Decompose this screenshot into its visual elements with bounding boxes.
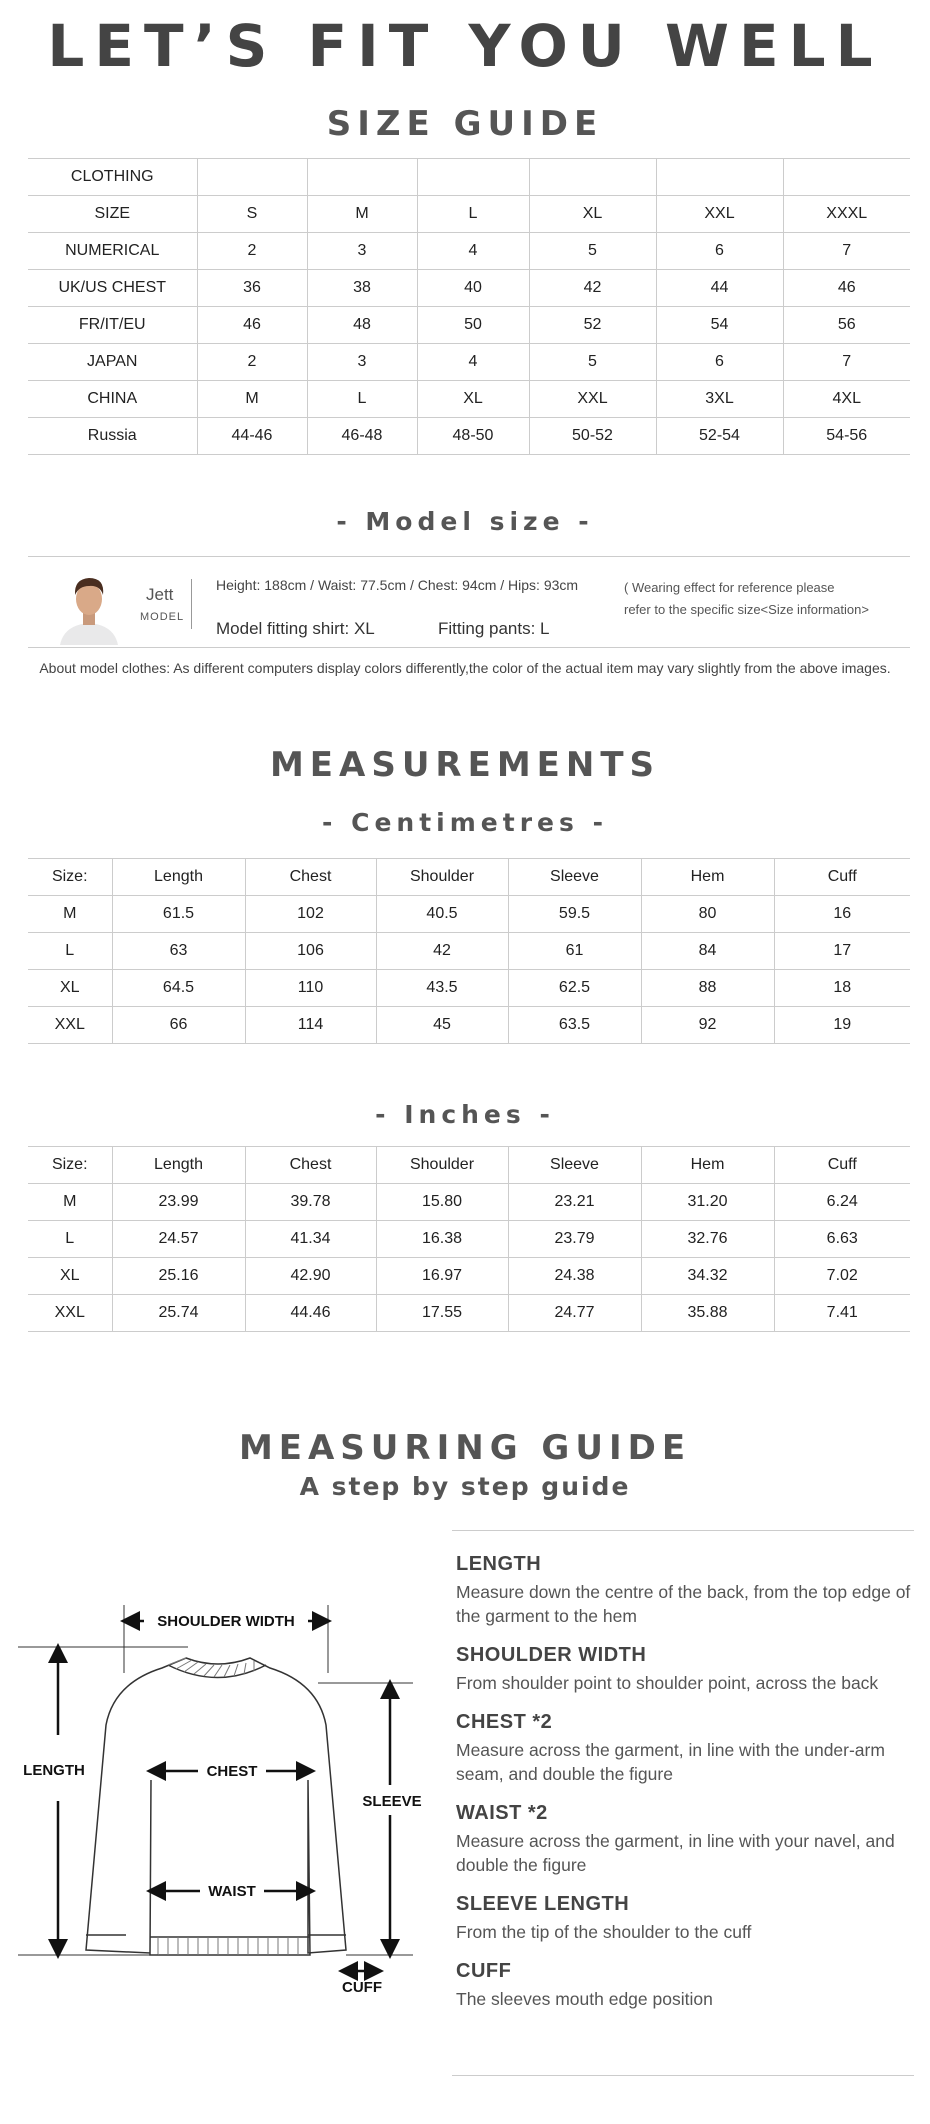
model-note-line-1: ( Wearing effect for reference please — [624, 580, 835, 595]
table-cell: 66 — [112, 1007, 245, 1044]
column-header: Length — [112, 1147, 245, 1184]
table-cell: 46-48 — [307, 418, 417, 455]
guide-heading: SHOULDER WIDTH — [456, 1644, 647, 1666]
table-cell: 5 — [529, 233, 656, 270]
centimetres-title: - Centimetres - — [322, 808, 608, 837]
guide-description: The sleeves mouth edge position — [456, 1989, 713, 2009]
table-row — [28, 1221, 910, 1258]
table-cell: 63.5 — [508, 1007, 641, 1044]
table-row — [28, 159, 910, 196]
guide-item-waist — [456, 1802, 914, 1877]
table-cell: 46 — [783, 270, 910, 307]
table-cell: L — [417, 196, 529, 233]
table-cell: 88 — [641, 970, 774, 1007]
table-cell: XL — [529, 196, 656, 233]
model-fitting-pants: Fitting pants: L — [438, 619, 550, 638]
table-cell: 2 — [197, 344, 307, 381]
table-cell: 3 — [307, 233, 417, 270]
column-header: Size: — [28, 859, 112, 896]
size-cell: XL — [28, 1258, 112, 1295]
table-cell — [417, 159, 529, 196]
table-row — [28, 270, 910, 307]
table-cell: 4 — [417, 233, 529, 270]
table-cell: XXXL — [783, 196, 910, 233]
table-cell: M — [197, 381, 307, 418]
table-row — [28, 970, 910, 1007]
column-header: Cuff — [774, 1147, 910, 1184]
table-cell: 5 — [529, 344, 656, 381]
table-cell: 114 — [245, 1007, 376, 1044]
table-cell: 56 — [783, 307, 910, 344]
guide-heading: WAIST *2 — [456, 1802, 548, 1824]
table-cell: 61 — [508, 933, 641, 970]
column-header: Hem — [641, 1147, 774, 1184]
inches-title: - Inches - — [375, 1100, 555, 1129]
guide-item-chest — [456, 1711, 914, 1786]
table-cell: 19 — [774, 1007, 910, 1044]
table-cell: 23.21 — [508, 1184, 641, 1221]
table-cell: 17 — [774, 933, 910, 970]
table-cell: 61.5 — [112, 896, 245, 933]
table-cell: 4XL — [783, 381, 910, 418]
table-cell: 6.63 — [774, 1221, 910, 1258]
table-cell — [307, 159, 417, 196]
table-cell: S — [197, 196, 307, 233]
table-cell: 52 — [529, 307, 656, 344]
table-row — [28, 344, 910, 381]
guide-heading: SLEEVE LENGTH — [456, 1893, 630, 1915]
table-header-row — [28, 1147, 910, 1184]
size-guide-table — [28, 158, 910, 455]
table-cell: 23.99 — [112, 1184, 245, 1221]
sweater-outline — [86, 1658, 346, 1955]
table-cell: 17.55 — [376, 1295, 508, 1332]
column-header: Chest — [245, 1147, 376, 1184]
model-note — [624, 577, 914, 621]
measuring-guide-subtitle: A step by step guide — [299, 1472, 631, 1501]
row-label-cell: CLOTHING — [28, 159, 197, 196]
table-row — [28, 307, 910, 344]
table-cell: 7.02 — [774, 1258, 910, 1295]
column-header: Cuff — [774, 859, 910, 896]
model-note-line-2: refer to the specific size<Size information> — [624, 602, 869, 617]
model-avatar — [50, 567, 128, 645]
table-cell: XXL — [529, 381, 656, 418]
table-cell: 16.97 — [376, 1258, 508, 1295]
model-label: MODEL — [140, 611, 185, 623]
table-cell: 52-54 — [656, 418, 783, 455]
guide-item-sleeve-length — [456, 1893, 914, 1944]
table-cell: 64.5 — [112, 970, 245, 1007]
measuring-guide-list — [452, 1530, 914, 2076]
table-cell: 45 — [376, 1007, 508, 1044]
table-cell: 102 — [245, 896, 376, 933]
chest-label: CHEST — [206, 1763, 258, 1780]
measuring-guide-title: MEASURING GUIDE — [238, 1428, 692, 1468]
page-headline: LET’S FIT YOU WELL — [47, 12, 883, 80]
waist-label: WAIST — [208, 1883, 256, 1900]
model-stats: Height: 188cm / Waist: 77.5cm / Chest: 94cm / Hips: 93cm — [216, 577, 579, 593]
table-row — [28, 1007, 910, 1044]
table-cell: XXL — [656, 196, 783, 233]
guide-description: From shoulder point to shoulder point, across the back — [456, 1673, 879, 1693]
size-guide-title: SIZE GUIDE — [326, 104, 604, 144]
row-label-cell: CHINA — [28, 381, 197, 418]
sleeve-label: SLEEVE — [362, 1793, 422, 1810]
table-cell: 42 — [529, 270, 656, 307]
table-cell: 16.38 — [376, 1221, 508, 1258]
table-cell: 44.46 — [245, 1295, 376, 1332]
table-cell: 7 — [783, 344, 910, 381]
table-cell: 35.88 — [641, 1295, 774, 1332]
table-cell: 4 — [417, 344, 529, 381]
table-cell: 23.79 — [508, 1221, 641, 1258]
table-cell: 54-56 — [783, 418, 910, 455]
table-cell: 24.38 — [508, 1258, 641, 1295]
guide-description: Measure down the centre of the back, from the top edge of the garment to the hem — [456, 1582, 911, 1626]
table-cell: 3 — [307, 344, 417, 381]
table-cell — [197, 159, 307, 196]
row-label-cell: UK/US CHEST — [28, 270, 197, 307]
size-cell: XXL — [28, 1295, 112, 1332]
table-cell: 44 — [656, 270, 783, 307]
model-size-title: - Model size - — [336, 507, 594, 536]
table-cell: XL — [417, 381, 529, 418]
table-row — [28, 1295, 910, 1332]
table-row — [28, 896, 910, 933]
inches-table — [28, 1146, 910, 1332]
column-header: Sleeve — [508, 859, 641, 896]
row-label-cell: JAPAN — [28, 344, 197, 381]
column-header: Length — [112, 859, 245, 896]
shoulder-width-label: SHOULDER WIDTH — [157, 1613, 295, 1630]
measurements-title: MEASUREMENTS — [269, 745, 661, 785]
sweater-diagram — [8, 1585, 448, 2025]
table-cell: 62.5 — [508, 970, 641, 1007]
column-header: Sleeve — [508, 1147, 641, 1184]
table-cell: 59.5 — [508, 896, 641, 933]
table-cell: 6.24 — [774, 1184, 910, 1221]
table-cell: 110 — [245, 970, 376, 1007]
guide-heading: LENGTH — [456, 1553, 542, 1575]
table-cell: 84 — [641, 933, 774, 970]
table-cell: 92 — [641, 1007, 774, 1044]
table-cell: 39.78 — [245, 1184, 376, 1221]
table-cell: 50-52 — [529, 418, 656, 455]
table-cell: 24.77 — [508, 1295, 641, 1332]
size-cell: M — [28, 896, 112, 933]
table-cell: 54 — [656, 307, 783, 344]
table-cell: 25.16 — [112, 1258, 245, 1295]
table-cell: 40 — [417, 270, 529, 307]
divider — [191, 579, 192, 629]
table-cell: 2 — [197, 233, 307, 270]
table-cell: 24.57 — [112, 1221, 245, 1258]
sweater-ribbing — [158, 1658, 298, 1955]
table-cell: 7 — [783, 233, 910, 270]
table-cell: L — [307, 381, 417, 418]
cuff-label: CUFF — [342, 1979, 382, 1996]
guide-heading: CUFF — [456, 1960, 512, 1982]
size-cell: XXL — [28, 1007, 112, 1044]
table-cell: 50 — [417, 307, 529, 344]
table-cell: 63 — [112, 933, 245, 970]
model-name: Jett — [146, 585, 174, 604]
guide-item-length — [456, 1553, 914, 1628]
table-cell: 16 — [774, 896, 910, 933]
row-label-cell: NUMERICAL — [28, 233, 197, 270]
table-cell: 42.90 — [245, 1258, 376, 1295]
table-cell: 42 — [376, 933, 508, 970]
guide-item-cuff — [456, 1960, 914, 2011]
table-cell: 6 — [656, 344, 783, 381]
table-row — [28, 933, 910, 970]
table-cell: 6 — [656, 233, 783, 270]
length-label: LENGTH — [23, 1762, 85, 1779]
table-cell: 25.74 — [112, 1295, 245, 1332]
table-cell: 34.32 — [641, 1258, 774, 1295]
guide-heading: CHEST *2 — [456, 1711, 553, 1733]
table-cell: 38 — [307, 270, 417, 307]
table-cell: 46 — [197, 307, 307, 344]
table-row — [28, 196, 910, 233]
table-row — [28, 418, 910, 455]
table-cell: 32.76 — [641, 1221, 774, 1258]
table-cell: 41.34 — [245, 1221, 376, 1258]
size-cell: L — [28, 1221, 112, 1258]
about-model-clothes: About model clothes: As different computers display colors differently,the color of the actual item may vary slightly from the above images. — [39, 660, 891, 676]
table-cell: 43.5 — [376, 970, 508, 1007]
column-header: Shoulder — [376, 1147, 508, 1184]
table-cell: 48-50 — [417, 418, 529, 455]
guide-description: From the tip of the shoulder to the cuff — [456, 1922, 752, 1942]
row-label-cell: Russia — [28, 418, 197, 455]
table-cell: 40.5 — [376, 896, 508, 933]
table-cell: 31.20 — [641, 1184, 774, 1221]
table-cell: 48 — [307, 307, 417, 344]
guide-description: Measure across the garment, in line with the under-arm seam, and double the figure — [456, 1740, 885, 1784]
column-header: Size: — [28, 1147, 112, 1184]
row-label-cell: SIZE — [28, 196, 197, 233]
column-header: Shoulder — [376, 859, 508, 896]
table-header-row — [28, 859, 910, 896]
centimetres-table — [28, 858, 910, 1044]
table-cell — [783, 159, 910, 196]
table-cell: 44-46 — [197, 418, 307, 455]
row-label-cell: FR/IT/EU — [28, 307, 197, 344]
table-row — [28, 1258, 910, 1295]
table-cell — [529, 159, 656, 196]
column-header: Hem — [641, 859, 774, 896]
table-cell: 18 — [774, 970, 910, 1007]
table-cell: 7.41 — [774, 1295, 910, 1332]
size-cell: M — [28, 1184, 112, 1221]
guide-description: Measure across the garment, in line with your navel, and double the figure — [456, 1831, 895, 1875]
size-cell: XL — [28, 970, 112, 1007]
model-fitting-shirt: Model fitting shirt: XL — [216, 619, 375, 638]
table-cell: 3XL — [656, 381, 783, 418]
table-cell: 15.80 — [376, 1184, 508, 1221]
table-cell: 80 — [641, 896, 774, 933]
guide-item-shoulder-width — [456, 1644, 914, 1695]
column-header: Chest — [245, 859, 376, 896]
table-cell: 106 — [245, 933, 376, 970]
size-cell: L — [28, 933, 112, 970]
table-cell: M — [307, 196, 417, 233]
table-row — [28, 233, 910, 270]
table-row — [28, 1184, 910, 1221]
table-cell — [656, 159, 783, 196]
table-cell: 36 — [197, 270, 307, 307]
table-row — [28, 381, 910, 418]
model-info — [28, 556, 910, 648]
